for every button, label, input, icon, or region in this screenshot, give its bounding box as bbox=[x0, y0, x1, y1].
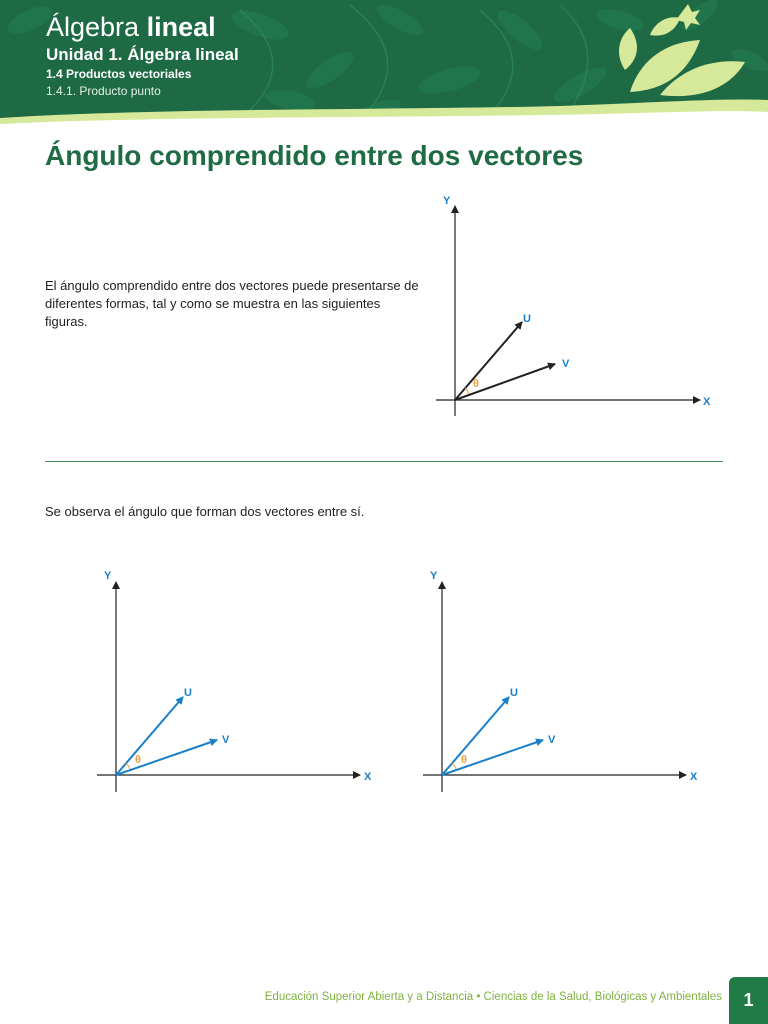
x-axis-label: X bbox=[703, 396, 711, 408]
leaf-icon bbox=[619, 4, 745, 96]
u-label: U bbox=[184, 687, 192, 699]
vector-diagram-2 bbox=[90, 566, 390, 798]
brand-title bbox=[46, 12, 239, 42]
angle-arc bbox=[126, 763, 130, 769]
v-label: V bbox=[548, 734, 556, 746]
y-axis-label: Y bbox=[430, 570, 438, 582]
footer-text: Educación Superior Abierta y a Distancia • Ciencias de la Salud, Biológicas y Ambientales bbox=[264, 991, 722, 1003]
angle-arc bbox=[452, 763, 456, 769]
header-text-block bbox=[46, 12, 239, 100]
u-label: U bbox=[523, 313, 531, 325]
v-label: V bbox=[562, 358, 570, 370]
page-title: Ángulo comprendido entre dos vectores bbox=[45, 140, 584, 171]
x-axis-label: X bbox=[690, 771, 698, 783]
page-number: 1 bbox=[729, 977, 768, 1024]
y-axis-label: Y bbox=[443, 195, 451, 207]
vector-diagram-3 bbox=[416, 566, 716, 798]
y-axis-label: Y bbox=[104, 570, 112, 582]
section-divider bbox=[45, 461, 723, 462]
vector-figure-2 bbox=[90, 566, 390, 798]
brand-bold: lineal bbox=[146, 12, 216, 42]
intro-paragraph: El ángulo comprendido entre dos vectores puede presentarse de diferentes formas, tal y como se muestra en las siguientes figuras. bbox=[45, 278, 419, 329]
vector-figure-3 bbox=[416, 566, 716, 798]
x-axis-label: X bbox=[364, 771, 372, 783]
v-label: V bbox=[222, 734, 230, 746]
angle-label: θ bbox=[135, 754, 141, 766]
u-label: U bbox=[510, 687, 518, 699]
angle-arc bbox=[465, 388, 469, 394]
section-title: 1.4 Productos vectoriales bbox=[46, 67, 192, 81]
brand-light: Álgebra bbox=[46, 12, 140, 42]
unit-title: Unidad 1. Álgebra lineal bbox=[46, 45, 239, 64]
observe-paragraph: Se observa el ángulo que forman dos vectores entre sí. bbox=[45, 504, 365, 519]
vector-diagram-1 bbox=[428, 190, 728, 422]
angle-label: θ bbox=[461, 754, 467, 766]
angle-label: θ bbox=[473, 378, 479, 390]
subsection-title: 1.4.1. Producto punto bbox=[46, 84, 161, 98]
vector-figure-1 bbox=[428, 190, 728, 422]
header-banner bbox=[0, 0, 768, 130]
